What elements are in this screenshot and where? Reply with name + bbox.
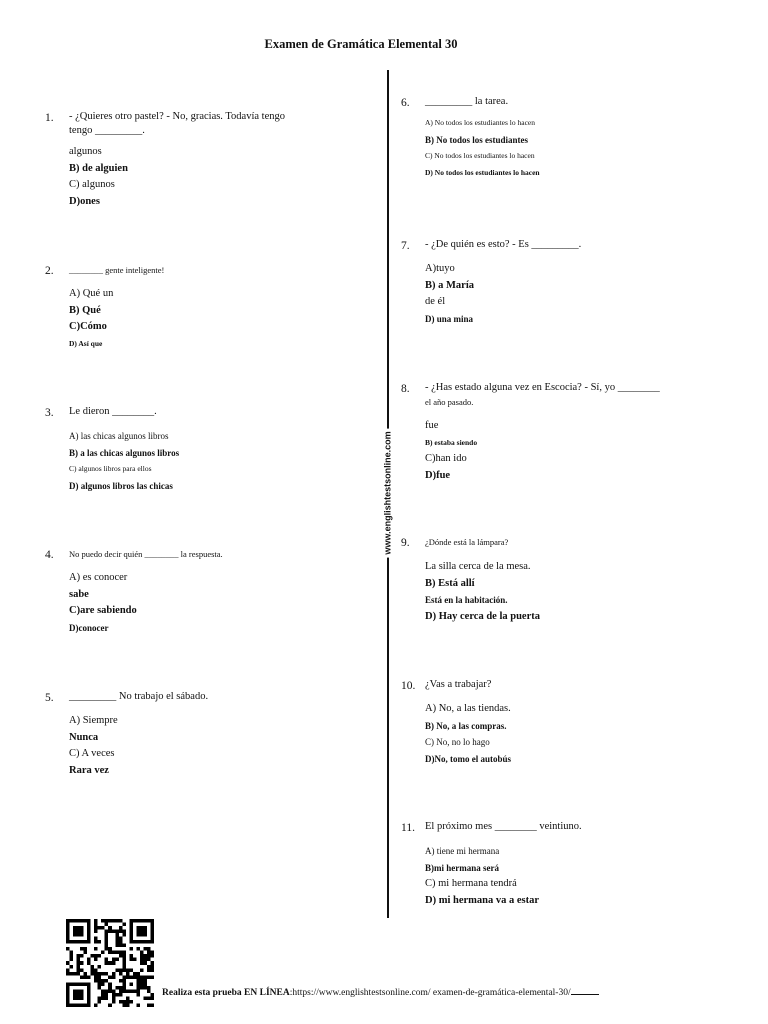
footer-label: Realiza esta prueba EN LÍNEA bbox=[162, 988, 290, 998]
option[interactable]: C) No, no lo hago bbox=[425, 737, 490, 747]
option[interactable]: D) algunos libros las chicas bbox=[69, 480, 173, 491]
question-number: 3. bbox=[45, 407, 54, 419]
question-stem: Le dieron ________. bbox=[69, 406, 157, 417]
option[interactable]: D) Hay cerca de la puerta bbox=[425, 610, 540, 622]
question-number: 9. bbox=[401, 537, 410, 549]
question-stem: ¿Dónde está la lámpara? bbox=[425, 537, 509, 547]
option[interactable]: B)mi hermana será bbox=[425, 862, 499, 873]
option[interactable]: A) No, a las tiendas. bbox=[425, 703, 511, 714]
option[interactable]: D)ones bbox=[69, 195, 100, 207]
page-title: Examen de Gramática Elemental 30 bbox=[264, 37, 458, 51]
option[interactable]: D) mi hermana va a estar bbox=[425, 894, 540, 906]
option[interactable]: fue bbox=[425, 420, 439, 431]
option[interactable]: D)conocer bbox=[69, 622, 109, 633]
option[interactable]: C) algunos libros para ellos bbox=[69, 464, 152, 473]
question-number: 4. bbox=[45, 549, 54, 561]
option[interactable]: B) a María bbox=[425, 279, 474, 291]
option[interactable]: C)han ido bbox=[425, 453, 467, 464]
option[interactable]: La silla cerca de la mesa. bbox=[425, 561, 531, 572]
question-number: 1. bbox=[45, 112, 54, 124]
option[interactable]: B) No todos los estudiantes bbox=[425, 134, 529, 145]
option[interactable]: D)No, tomo el autobús bbox=[425, 753, 512, 764]
qr-code-icon[interactable] bbox=[66, 919, 154, 1007]
option[interactable]: A) las chicas algunos libros bbox=[69, 431, 169, 441]
option[interactable]: B) Está allí bbox=[425, 577, 475, 589]
question-number: 11. bbox=[401, 822, 415, 834]
option[interactable]: C) mi hermana tendrá bbox=[425, 878, 517, 889]
option[interactable]: D) una mina bbox=[425, 313, 474, 324]
option[interactable]: A) Qué un bbox=[69, 288, 114, 299]
footer bbox=[162, 985, 599, 998]
option[interactable]: B) a las chicas algunos libros bbox=[69, 447, 180, 458]
question-stem: _________ la tarea. bbox=[425, 96, 509, 107]
question-number: 8. bbox=[401, 383, 410, 395]
option[interactable]: sabe bbox=[69, 588, 89, 600]
question-stem-continued: el año pasado. bbox=[425, 397, 474, 407]
option[interactable]: A) Siempre bbox=[69, 715, 118, 726]
question-number: 6. bbox=[401, 97, 410, 109]
footer-link[interactable]: :https://www.englishtestsonline.com/ examen-de-gramática-elemental-30/ bbox=[289, 988, 571, 998]
option[interactable]: B) de alguien bbox=[69, 162, 128, 174]
option[interactable]: Nunca bbox=[69, 731, 99, 743]
option[interactable]: D) No todos los estudiantes lo hacen bbox=[425, 167, 540, 177]
option[interactable]: C)are sabiendo bbox=[69, 605, 137, 616]
question-number: 2. bbox=[45, 265, 54, 277]
question-stem: No puedo decir quién ________ la respuesta. bbox=[69, 549, 223, 559]
option[interactable]: C) algunos bbox=[69, 179, 115, 190]
option[interactable]: de él bbox=[425, 296, 446, 307]
question-stem: - ¿De quién es esto? - Es _________. bbox=[425, 239, 582, 250]
option[interactable]: B) estaba siendo bbox=[425, 437, 478, 447]
option[interactable]: B) Qué bbox=[69, 304, 101, 316]
option[interactable]: C) No todos los estudiantes lo hacen bbox=[425, 151, 535, 160]
question-stem: - ¿Has estado alguna vez en Escocia? - Sí, yo ________ bbox=[425, 382, 660, 393]
question-number: 10. bbox=[401, 680, 416, 692]
option[interactable]: A) No todos los estudiantes lo hacen bbox=[425, 118, 535, 127]
question-stem: ________ gente inteligente! bbox=[69, 265, 165, 275]
side-url: www.englishtestsonline.com bbox=[383, 428, 393, 557]
option[interactable]: Rara vez bbox=[69, 764, 109, 776]
option[interactable]: C) A veces bbox=[69, 748, 115, 759]
question-number: 7. bbox=[401, 240, 410, 252]
option[interactable]: A)tuyo bbox=[425, 263, 455, 274]
option[interactable]: algunos bbox=[69, 146, 102, 157]
question-number: 5. bbox=[45, 692, 54, 704]
footer-underline bbox=[571, 985, 599, 995]
option[interactable]: D)fue bbox=[425, 469, 451, 481]
question-stem: El próximo mes ________ veintiuno. bbox=[425, 821, 582, 832]
option[interactable]: B) No, a las compras. bbox=[425, 720, 507, 731]
question-stem: _________ No trabajo el sábado. bbox=[69, 691, 209, 702]
option[interactable]: Está en la habitación. bbox=[425, 595, 508, 605]
option[interactable]: A) tiene mi hermana bbox=[425, 846, 500, 856]
side-watermark bbox=[376, 428, 400, 558]
option[interactable]: D) Así que bbox=[69, 338, 103, 348]
option[interactable]: A) es conocer bbox=[69, 572, 128, 583]
option[interactable]: C)Cómo bbox=[69, 321, 107, 332]
question-stem: - ¿Quieres otro pastel? - No, gracias. Todavía tengo tengo _________. bbox=[69, 111, 285, 136]
question-stem: ¿Vas a trabajar? bbox=[425, 679, 492, 690]
